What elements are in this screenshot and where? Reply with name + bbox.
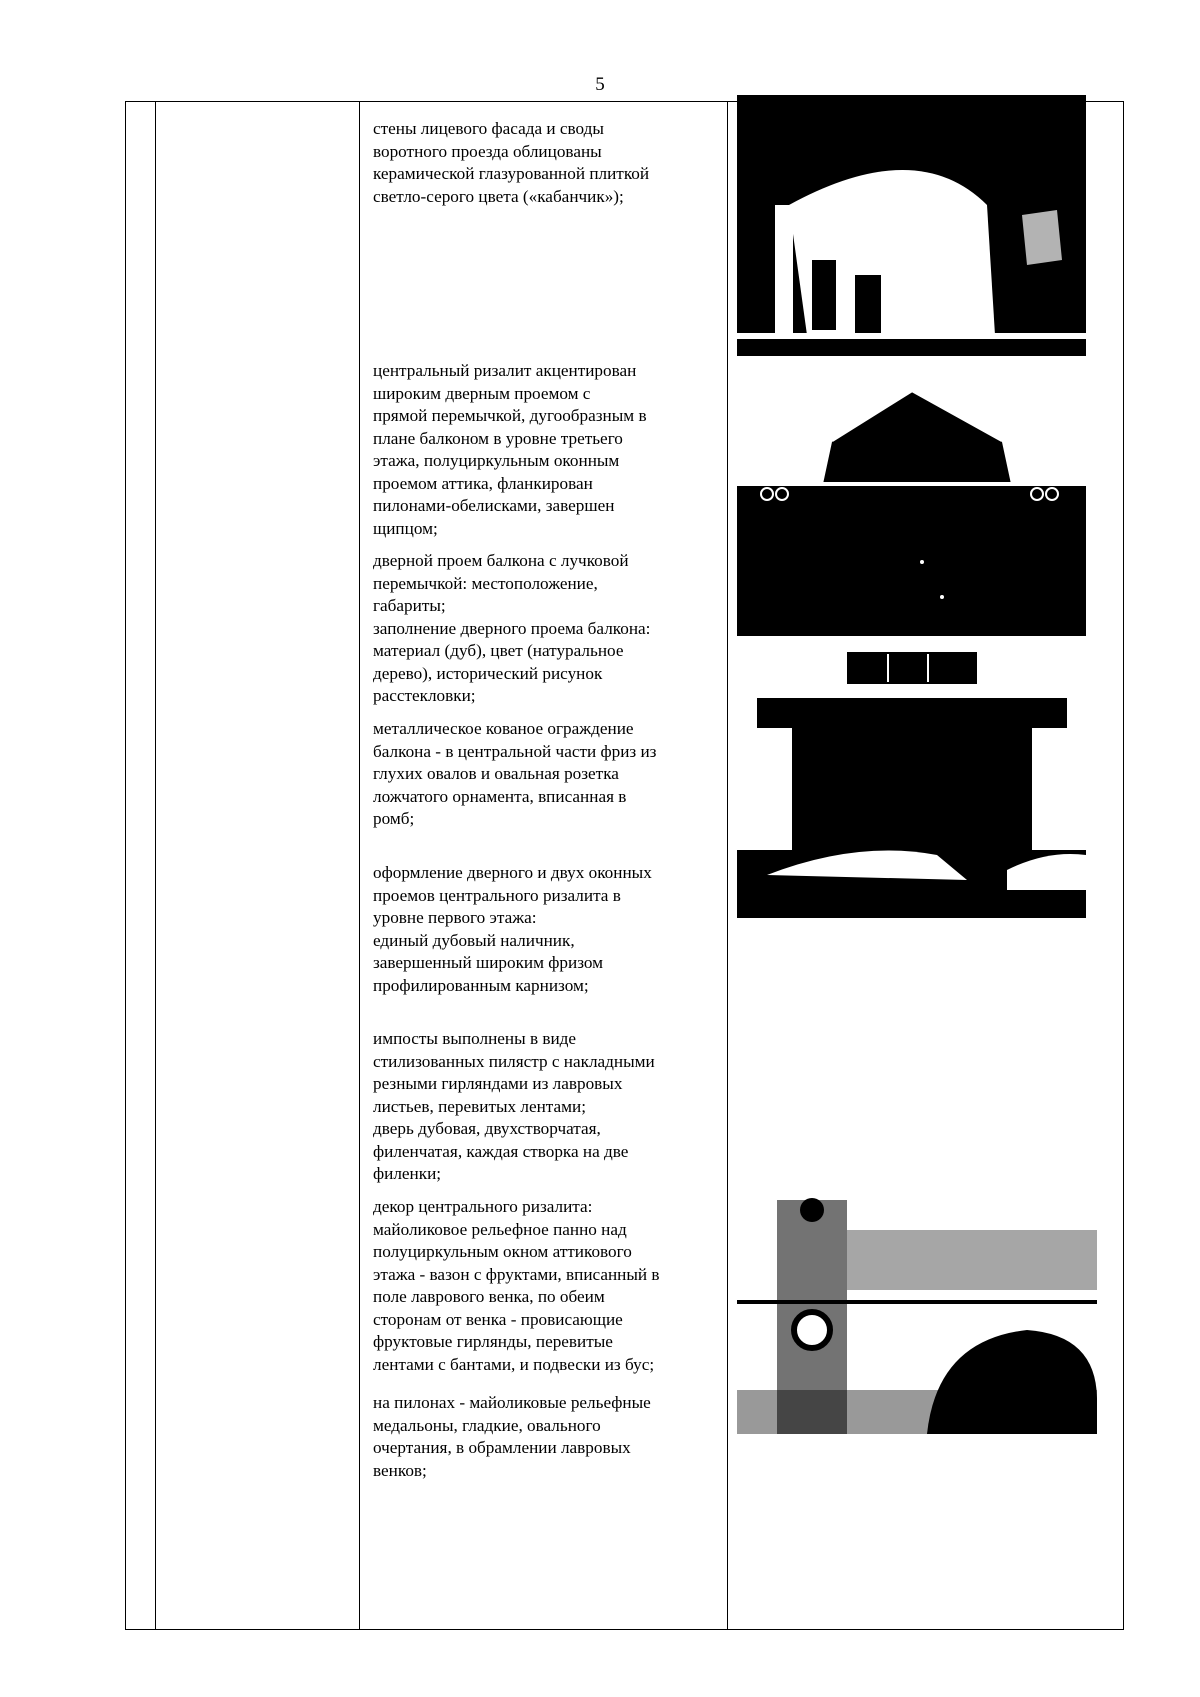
- paragraph-line: филенки;: [373, 1164, 442, 1183]
- paragraph-line: светло-серого цвета («кабанчик»);: [373, 186, 624, 206]
- paragraph-line: плане балконом в уровне третьего: [373, 428, 623, 448]
- paragraph-line: этажа - вазон с фруктами, вписанный в: [373, 1264, 660, 1284]
- paragraph-central-risalit: [373, 360, 717, 540]
- paragraph-line: очертания, в обрамлении лавровых: [373, 1438, 631, 1457]
- page-number: 5: [595, 74, 605, 95]
- paragraph-first-floor-openings: [373, 862, 717, 997]
- paragraph-balcony-door: [373, 550, 717, 708]
- paragraph-line: металлическое кованое ограждение: [373, 719, 634, 738]
- paragraph-line: полуциркульным окном аттикового: [373, 1242, 632, 1261]
- paragraph-line: профилированным карнизом;: [373, 975, 589, 995]
- paragraph-line: листьев, перевитых лентами;: [373, 1096, 587, 1116]
- paragraph-line: майоликовое рельефное панно над: [373, 1219, 627, 1239]
- column-divider: [727, 102, 728, 1629]
- paragraph-imposts-door: [373, 1028, 717, 1186]
- paragraph-line: прямой перемычкой, дугообразным в: [373, 406, 647, 425]
- paragraph-line: широким дверным проемом с: [373, 383, 591, 403]
- paragraph-line: филенчатая, каждая створка на две: [373, 1141, 629, 1161]
- paragraph-line: дверной проем балкона с лучковой: [373, 551, 629, 570]
- photo-gateway-vault: [737, 95, 1086, 356]
- paragraph-line: перемычкой: местоположение,: [373, 573, 598, 593]
- paragraph-line: заполнение дверного проема балкона:: [373, 618, 651, 638]
- paragraph-line: стены лицевого фасада и своды: [373, 119, 604, 138]
- paragraph-line: на пилонах - майоликовые рельефные: [373, 1393, 651, 1412]
- paragraph-line: центральный ризалит акцентирован: [373, 361, 637, 380]
- photo-central-risalit: [737, 382, 1086, 636]
- paragraph-line: габариты;: [373, 596, 446, 615]
- photo-entrance-portal: [737, 650, 1086, 918]
- column-divider: [359, 102, 360, 1629]
- paragraph-line: керамической глазурованной плиткой: [373, 164, 650, 183]
- description-table: [125, 101, 1124, 1630]
- paragraph-line: материал (дуб), цвет (натуральное: [373, 641, 624, 660]
- paragraph-line: фруктовые гирлянды, перевитые: [373, 1332, 613, 1351]
- paragraph-line: сторонам от венка - провисающие: [373, 1309, 623, 1329]
- paragraph-line: балкона - в центральной части фриз из: [373, 741, 657, 761]
- paragraph-line: единый дубовый наличник,: [373, 930, 575, 950]
- paragraph-line: поле лаврового венка, по обеим: [373, 1287, 605, 1306]
- paragraph-line: лентами с бантами, и подвески из бус;: [373, 1354, 655, 1374]
- paragraph-line: глухих овалов и овальная розетка: [373, 764, 619, 783]
- paragraph-line: уровне первого этажа:: [373, 908, 537, 927]
- paragraph-facade-tiling: [373, 118, 717, 208]
- paragraph-line: ромб;: [373, 809, 415, 828]
- paragraph-line: пилонами-обелисками, завершен: [373, 496, 615, 515]
- paragraph-line: венков;: [373, 1460, 427, 1480]
- paragraph-line: завершенный широким фризом: [373, 953, 604, 972]
- paragraph-line: проемов центрального ризалита в: [373, 885, 621, 905]
- paragraph-line: дверь дубовая, двухстворчатая,: [373, 1119, 601, 1138]
- paragraph-line: расстекловки;: [373, 686, 476, 705]
- paragraph-line: оформление дверного и двух оконных: [373, 863, 652, 882]
- paragraph-pylon-medallions: [373, 1392, 717, 1482]
- paragraph-line: медальоны, гладкие, овального: [373, 1415, 601, 1435]
- paragraph-line: дерево), исторический рисунок: [373, 663, 603, 683]
- paragraph-line: декор центрального ризалита:: [373, 1197, 593, 1216]
- paragraph-risalit-decor: [373, 1196, 717, 1376]
- photo-majolica-decor: [737, 1170, 1097, 1434]
- paragraph-line: импосты выполнены в виде: [373, 1029, 577, 1048]
- paragraph-balcony-railing: [373, 718, 717, 831]
- paragraph-line: воротного проезда облицованы: [373, 141, 602, 161]
- paragraph-line: проемом аттика, фланкирован: [373, 473, 593, 493]
- paragraph-line: щипцом;: [373, 518, 438, 538]
- paragraph-line: стилизованных пилястр с накладными: [373, 1051, 655, 1071]
- paragraph-line: этажа, полуциркульным оконным: [373, 451, 620, 470]
- column-divider: [155, 102, 156, 1629]
- paragraph-line: ложчатого орнамента, вписанная в: [373, 786, 627, 806]
- paragraph-line: резными гирляндами из лавровых: [373, 1074, 623, 1093]
